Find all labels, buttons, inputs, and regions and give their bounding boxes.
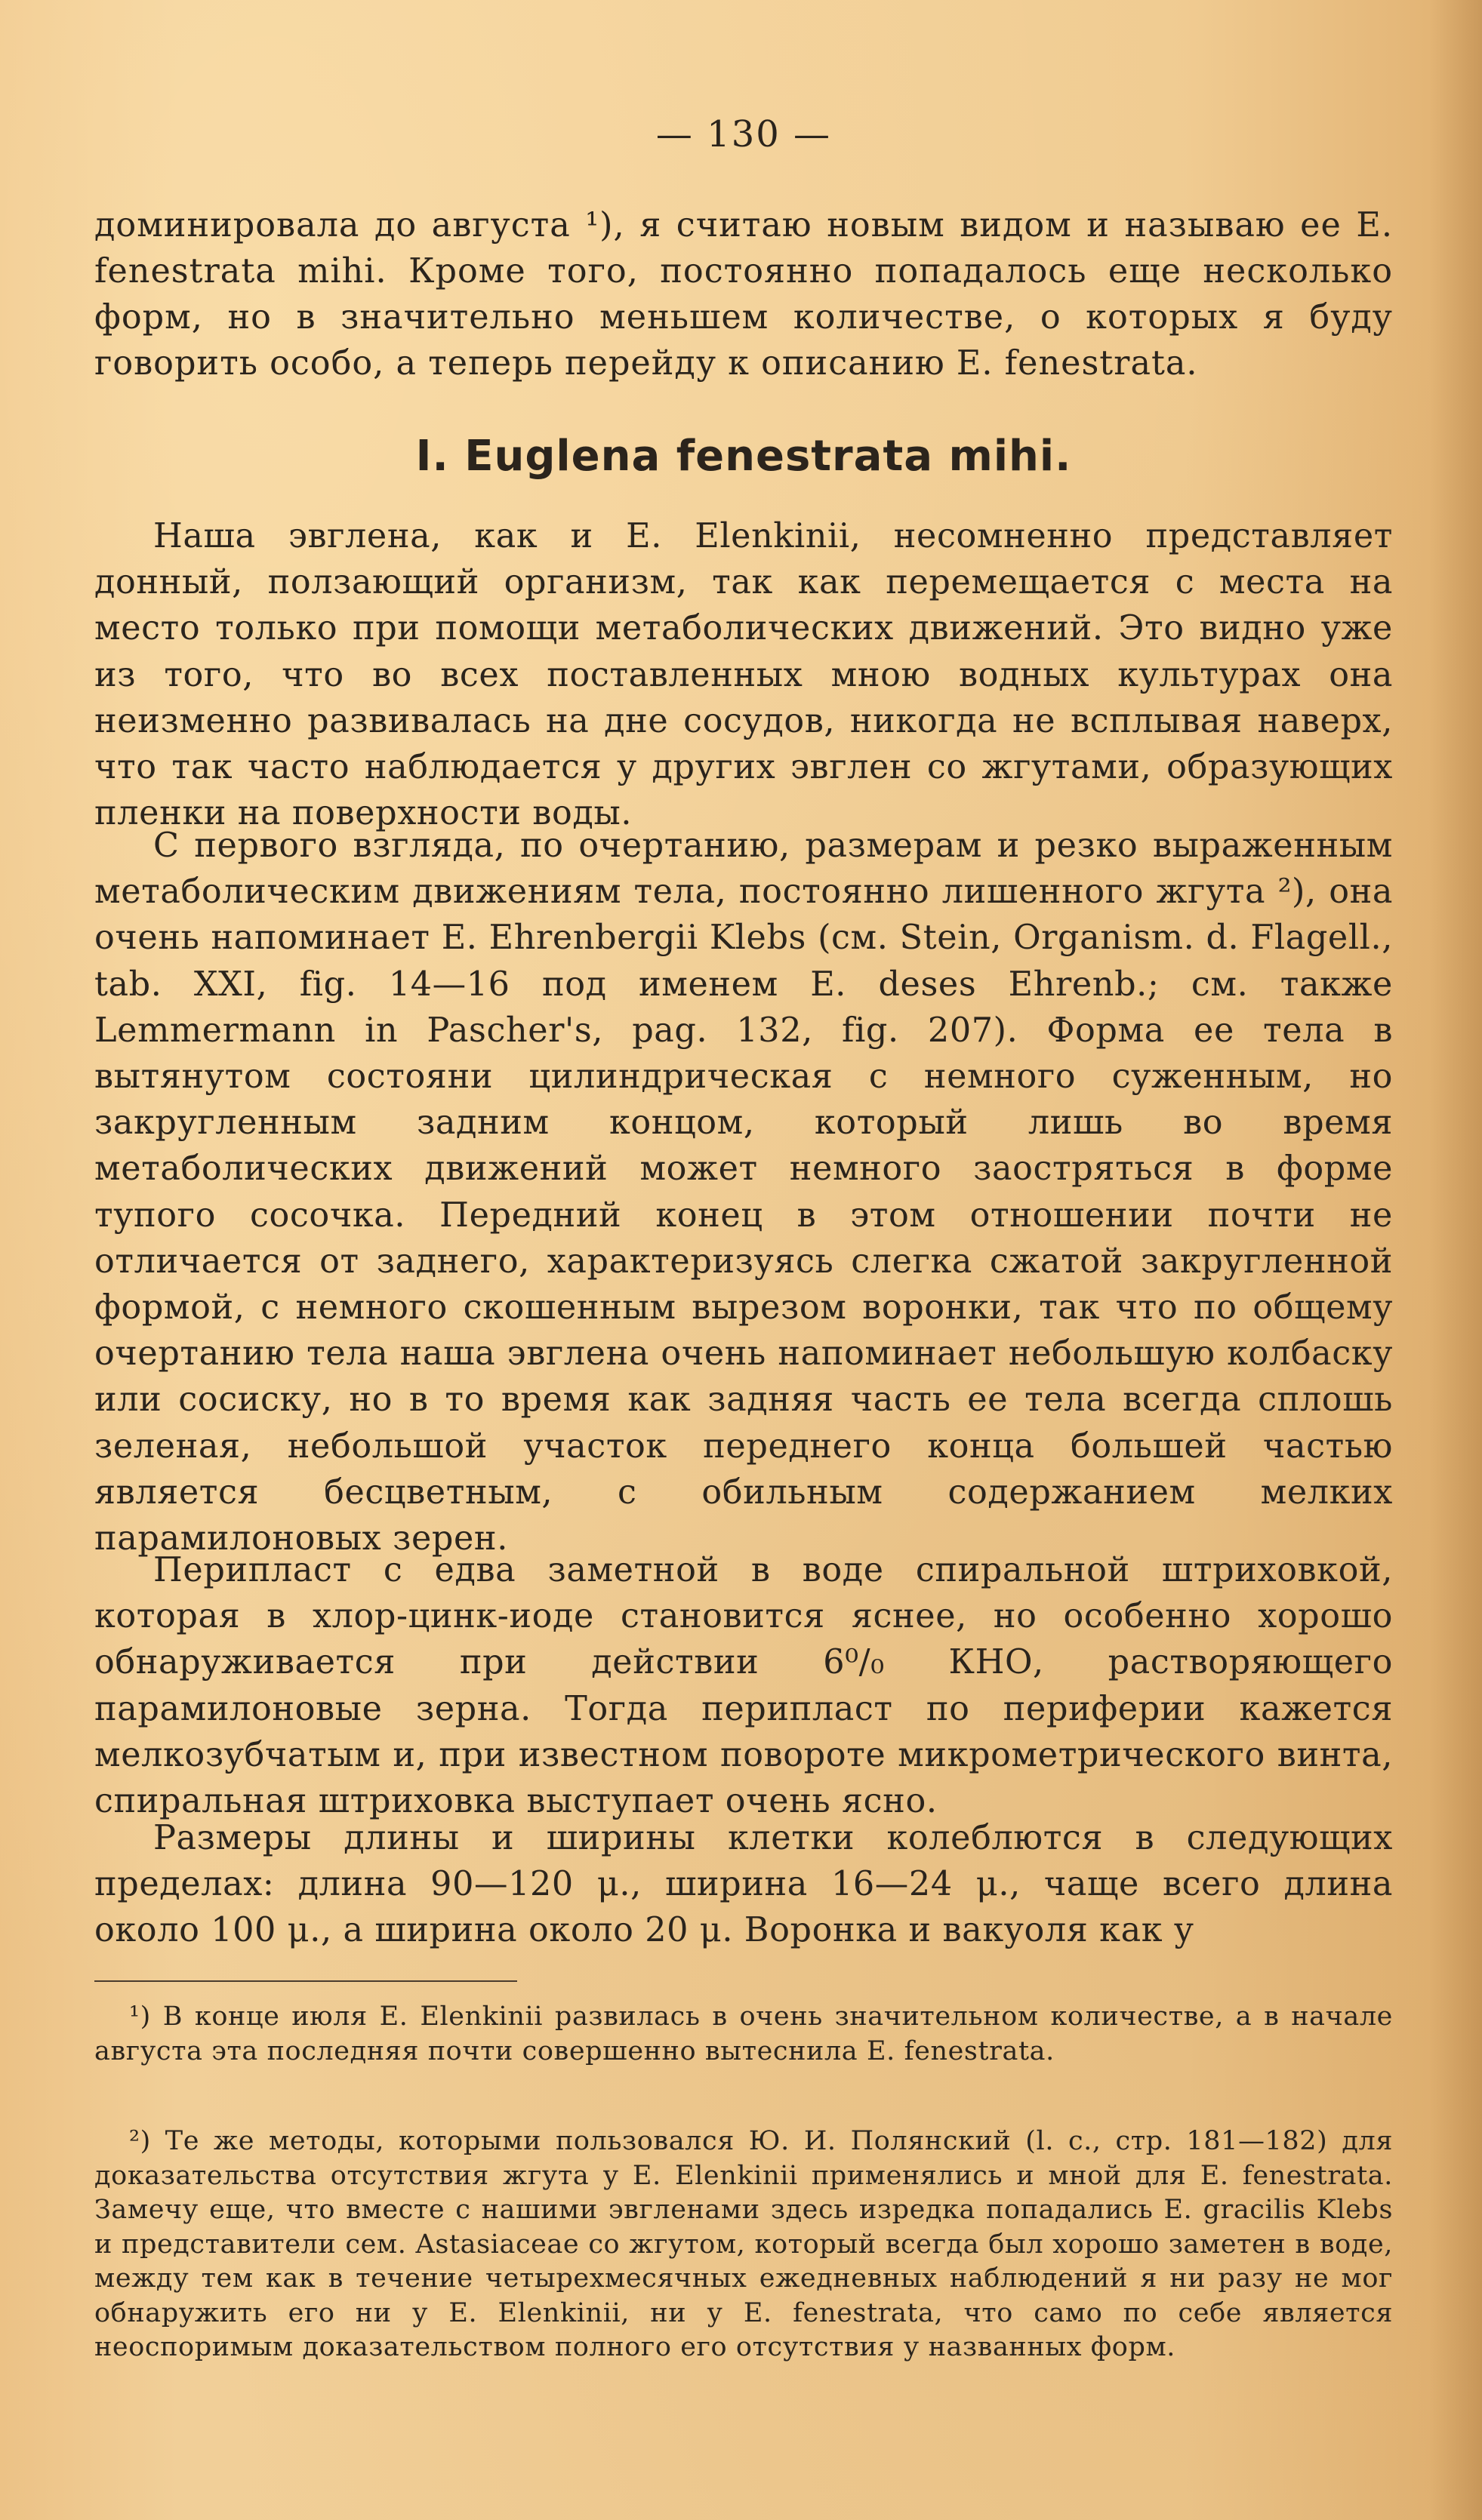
body-paragraph-1: Наша эвглена, как и E. Elenkinii, несомненно представляет донный, ползающий организм, так как перемещается с места на место только при помощи метаболических движений. Это видно уже из того, что во всех поставленных мною водных культурах она неизменно развивалась на дне сосудов, никогда не всплывая наверх, что так часто наблюдается у других эвглен со жгутами, образующих пленки на поверхности воды. [94, 517, 1393, 833]
footnote-2: ²) Те же методы, которыми пользовался Ю. И. Полянский (l. c., стр. 181—182) для доказательства отсутствия жгута у E. Elenkinii применялись и мной для E. fenestrata. Замечу еще, что вместе с нашими эвгленами здесь изредка попадались E. gracilis Klebs и представители сем. Astasiaceae со жгутом, который всегда был хорошо заметен в воде, между тем как в течение четырехмесячных ежедневных наблюдений я ни разу не мог обнаружить его ни у E. Elenkinii, ни у E. fenestrata, что само по себе является неоспоримым доказательством полного его отсутствия у названных форм. [94, 2126, 1393, 2362]
footnote-divider [94, 1980, 517, 1982]
section-title: I. Euglena fenestrata mihi. [415, 432, 1072, 481]
body-paragraph-4: Размеры длины и ширины клетки колеблются в следующих пределах: длина 90—120 μ., ширина 16—24 μ., чаще всего длина около 100 μ., а ширина около 20 μ. Воронка и вакуоля как у [94, 1819, 1393, 1950]
page-number: — 130 — [655, 113, 832, 155]
body-paragraph-2: С первого взгляда, по очертанию, размерам и резко выраженным метаболическим движениям тела, постоянно лишенного жгута ²), она очень напоминает E. Ehrenbergii Klebs (см. Stein, Organism. d. Flagell., tab. XXI, fig. 14—16 под именем E. deses Ehrenb.; см. также Lemmermann in Pascher's, pag. 132, fig. 207). Форма ее тела в вытянутом состояни цилиндрическая с немного суженным, но закругленным задним концом, который лишь во время метаболических движений может немного заостряться в форме тупого сосочка. Передний конец в этом отношении почти не отличается от заднего, характеризуясь слегка сжатой закругленной формой, с немного скошенным вырезом воронки, так что по общему очертанию тела наша эвглена очень напоминает небольшую колбаску или сосиску, но в то время как задняя часть ее тела всегда сплошь зеленая, небольшой участок переднего конца большей частью является бесцветным, с обильным содержанием мелких парамилоновых зерен. [94, 826, 1393, 1558]
body-paragraph-3: Перипласт с едва заметной в воде спиральной штриховкой, которая в хлор-цинк-иоде становится яснее, но особенно хорошо обнаруживается при действии 6⁰/₀ КНО, растворяющего парамилоновые зерна. Тогда перипласт по периферии кажется мелкозубчатым и, при известном повороте микрометрического винта, спиральная штриховка выступает очень ясно. [94, 1551, 1393, 1821]
spine-shadow [1429, 0, 1482, 2520]
footnote-1: ¹) В конце июля E. Elenkinii развилась в очень значительном количестве, а в начале августа эта последняя почти совершенно вытеснила E. fenestrata. [94, 2002, 1393, 2066]
intro-paragraph: доминировала до августа ¹), я считаю новым видом и называю ее E. fenestrata mihi. Кроме того, постоянно попадалось еще несколько форм, но в значительно меньшем количестве, о которых я буду говорить особо, а теперь перейду к описанию E. fenestrata. [94, 206, 1393, 383]
